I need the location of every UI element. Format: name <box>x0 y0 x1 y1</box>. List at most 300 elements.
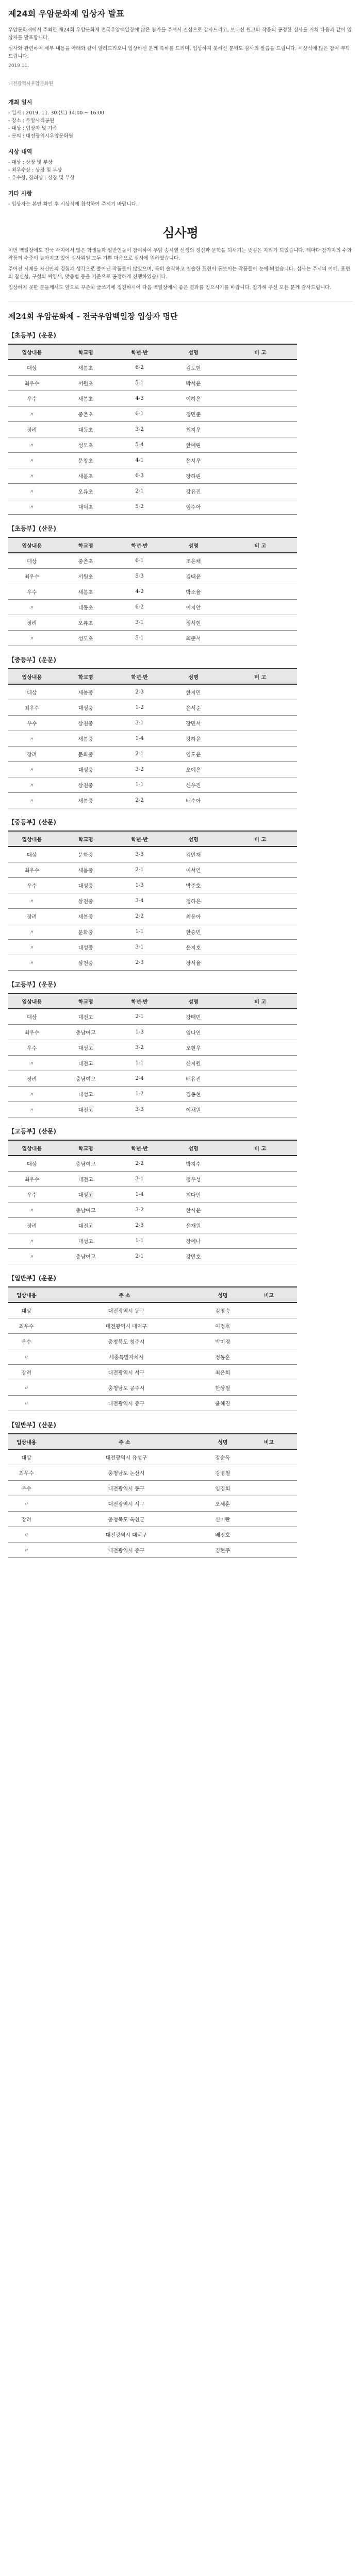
table-row <box>8 391 297 406</box>
winners-table <box>8 344 297 515</box>
table-cell: 우수 <box>8 584 56 600</box>
prizes-list <box>8 159 353 182</box>
table-cell: 대성중 <box>56 762 116 777</box>
table-cell: 김태윤 <box>163 569 223 584</box>
table-cell: 1-1 <box>116 777 163 793</box>
table-cell: 대전고 <box>56 1218 116 1233</box>
column-header: 주 소 <box>44 1434 204 1449</box>
table-cell: 충청북도 옥천군 <box>44 1512 204 1527</box>
table-cell: 문창초 <box>56 453 116 468</box>
table-cell: 2-1 <box>116 1249 163 1264</box>
table-row <box>8 893 297 909</box>
header-row <box>8 1140 297 1156</box>
prizes-heading: 시상 내역 <box>8 148 32 155</box>
table-row <box>8 731 297 747</box>
intro-paragraph-1: 우암문화재에서 주최한 제24회 우암문화제 전국우암백일장에 많은 참가를 주셔서 진심으로 감사드리고, 보내신 원고와 작품의 공정한 심사를 거쳐 다음과 같이 입상자를 발표합니다. <box>8 27 352 41</box>
table-row <box>8 1527 297 1543</box>
table-body <box>8 1156 297 1264</box>
table-row <box>8 1172 297 1187</box>
table-cell: 정민준 <box>163 406 223 422</box>
table-cell: 5-1 <box>116 376 163 391</box>
table-cell: 최우수 <box>8 1318 44 1334</box>
table-cell: 새봄초 <box>56 391 116 406</box>
table-cell <box>241 1481 297 1496</box>
table-cell: 장려 <box>8 909 56 924</box>
table-cell: 박미경 <box>205 1334 241 1349</box>
table-cell: 최우수 <box>8 700 56 716</box>
column-header: 비 고 <box>223 993 297 1009</box>
table-cell: 2-1 <box>116 484 163 499</box>
table-cell: 3-1 <box>116 716 163 731</box>
table-cell: 정서현 <box>163 615 223 631</box>
category-heading: 【고등부】(운문) <box>8 981 56 988</box>
column-header: 성명 <box>163 831 223 846</box>
winners-table <box>8 831 297 971</box>
table-cell: 1-3 <box>116 1025 163 1040</box>
table-cell <box>223 584 297 600</box>
table-cell <box>223 1202 297 1218</box>
table-cell: 〃 <box>8 1396 44 1411</box>
table-cell: 중촌초 <box>56 553 116 569</box>
table-cell <box>241 1349 297 1365</box>
category-heading: 【일반부】(산문) <box>8 1421 56 1429</box>
table-cell: 〃 <box>8 1102 56 1117</box>
table-cell: 대전광역시 동구 <box>44 1481 204 1496</box>
table-cell: 최우수 <box>8 1025 56 1040</box>
table-cell: 5-1 <box>116 631 163 646</box>
table-cell <box>241 1334 297 1349</box>
table-header <box>8 1140 297 1156</box>
review-paragraph-3: 입상하지 못한 분들께서도 앞으로 꾸준히 글쓰기에 정진하시어 다음 백일장에서 좋은 결과를 얻으시기를 바랍니다. 참가해 주신 모든 분께 감사드립니다. <box>8 285 332 291</box>
table-cell: 〃 <box>8 499 56 515</box>
table-cell <box>223 1102 297 1117</box>
table-cell: 윤시우 <box>163 453 223 468</box>
table-cell: 윤혜진 <box>205 1396 241 1411</box>
table-cell: 장서율 <box>163 955 223 971</box>
table-cell: 정동훈 <box>205 1349 241 1365</box>
table-cell: 3-1 <box>116 1172 163 1187</box>
table-cell <box>223 1156 297 1172</box>
table-cell: 〃 <box>8 484 56 499</box>
table-row <box>8 631 297 646</box>
ceremony-item: - 장소 : 우암사적공원 <box>8 118 55 124</box>
table-cell: 충남여고 <box>56 1202 116 1218</box>
table-cell <box>223 1009 297 1025</box>
prize-item: - 최우수상 : 상장 및 부상 <box>8 167 62 173</box>
category-heading: 【중등부】(운문) <box>8 656 56 664</box>
table-cell: 박지수 <box>163 1156 223 1172</box>
table-cell: 장려 <box>8 1365 44 1380</box>
table-row <box>8 1102 297 1117</box>
table-cell: 윤재원 <box>163 1218 223 1233</box>
table-cell: 새봄중 <box>56 793 116 808</box>
table-cell: 대전광역시 서구 <box>44 1365 204 1380</box>
table-cell: 새봄중 <box>56 684 116 700</box>
table-cell <box>223 1172 297 1187</box>
table-cell: 삼천중 <box>56 893 116 909</box>
column-header: 학년·반 <box>116 831 163 846</box>
table-cell <box>223 1249 297 1264</box>
table-body <box>8 1302 297 1411</box>
table-cell: 대상 <box>8 360 56 376</box>
table-cell: 1-1 <box>116 1233 163 1249</box>
table-cell: 장순옥 <box>205 1449 241 1465</box>
column-header: 학년·반 <box>116 344 163 360</box>
table-cell: 3-3 <box>116 1102 163 1117</box>
table-row <box>8 1396 297 1411</box>
table-body <box>8 846 297 971</box>
table-cell: 이서연 <box>163 862 223 878</box>
winners-table <box>8 1433 297 1558</box>
header-row <box>8 993 297 1009</box>
table-cell: 우수 <box>8 1481 44 1496</box>
other-list <box>8 200 353 208</box>
table-row <box>8 1449 297 1465</box>
table-cell: 대덕초 <box>56 499 116 515</box>
table-cell: 3-2 <box>116 762 163 777</box>
table-cell: 우수 <box>8 1187 56 1202</box>
column-header: 성명 <box>163 537 223 553</box>
table-row <box>8 1249 297 1264</box>
table-cell: 충남여고 <box>56 1156 116 1172</box>
table-cell: 최지우 <box>163 422 223 437</box>
table-body <box>8 553 297 646</box>
table-cell: 최우수 <box>8 862 56 878</box>
column-header: 학교명 <box>56 831 116 846</box>
table-cell: 이채원 <box>163 1102 223 1117</box>
table-row <box>8 468 297 484</box>
prize-item: - 우수상, 장려상 : 상장 및 부상 <box>8 175 75 181</box>
table-cell <box>241 1365 297 1380</box>
table-cell: 대전광역시 동구 <box>44 1302 204 1318</box>
table-cell: 대동초 <box>56 600 116 615</box>
table-cell: 새봄초 <box>56 468 116 484</box>
table-cell: 2-1 <box>116 747 163 762</box>
table-cell <box>241 1496 297 1512</box>
table-cell: 최준서 <box>163 631 223 646</box>
table-cell: 대전광역시 대덕구 <box>44 1527 204 1543</box>
table-cell: 1-3 <box>116 878 163 893</box>
table-cell: 임경희 <box>205 1481 241 1496</box>
table-cell: 우수 <box>8 1040 56 1056</box>
column-header: 성명 <box>205 1287 241 1302</box>
table-cell: 〃 <box>8 1202 56 1218</box>
category-heading: 【초등부】(운문) <box>8 332 56 339</box>
table-cell <box>241 1512 297 1527</box>
column-header: 입상내용 <box>8 669 56 684</box>
table-cell: 우수 <box>8 1334 44 1349</box>
prize-item: - 대상 : 상장 및 부상 <box>8 160 53 165</box>
winners-table <box>8 1140 297 1264</box>
table-row <box>8 1349 297 1365</box>
table-cell: 우수 <box>8 391 56 406</box>
table-row <box>8 1465 297 1481</box>
table-row <box>8 862 297 878</box>
column-header: 비 고 <box>223 669 297 684</box>
table-cell: 임나연 <box>163 1025 223 1040</box>
table-cell: 임도윤 <box>163 747 223 762</box>
table-cell: 임수아 <box>163 499 223 515</box>
table-cell: 김현주 <box>205 1543 241 1558</box>
table-cell: 충남여고 <box>56 1071 116 1087</box>
table-cell: 2-2 <box>116 793 163 808</box>
table-cell: 〃 <box>8 1496 44 1512</box>
table-cell: 대성중 <box>56 878 116 893</box>
table-cell: 대성고 <box>56 1087 116 1102</box>
table-cell <box>223 700 297 716</box>
table-row <box>8 777 297 793</box>
table-body <box>8 1009 297 1117</box>
table-cell: 3-4 <box>116 893 163 909</box>
table-cell <box>223 924 297 940</box>
table-cell: 이지안 <box>163 600 223 615</box>
table-cell: 강하윤 <box>163 731 223 747</box>
table-cell: 김영숙 <box>205 1302 241 1318</box>
table-cell: 〃 <box>8 1233 56 1249</box>
table-cell: 장려 <box>8 1512 44 1527</box>
table-row <box>8 1318 297 1334</box>
table-cell: 최다인 <box>163 1187 223 1202</box>
winners-table <box>8 993 297 1117</box>
table-cell: 대성중 <box>56 700 116 716</box>
table-cell: 장려 <box>8 615 56 631</box>
table-cell: 새봄중 <box>56 909 116 924</box>
column-header: 성명 <box>205 1434 241 1449</box>
table-row <box>8 1187 297 1202</box>
table-cell: 〃 <box>8 731 56 747</box>
table-cell: 3-1 <box>116 615 163 631</box>
table-row <box>8 406 297 422</box>
ceremony-item: - 대상 : 입상자 및 가족 <box>8 126 58 131</box>
column-header: 학교명 <box>56 537 116 553</box>
column-header: 입상내용 <box>8 1434 44 1449</box>
table-cell <box>223 1233 297 1249</box>
table-cell: 대성고 <box>56 1233 116 1249</box>
table-header <box>8 993 297 1009</box>
table-row <box>8 878 297 893</box>
table-cell: 윤서준 <box>163 700 223 716</box>
winners-list-title: 제24회 우암문화제 - 전국우암백일장 입상자 명단 <box>8 312 178 321</box>
table-cell: 〃 <box>8 1349 44 1365</box>
ceremony-list <box>8 109 353 140</box>
table-cell: 대성고 <box>56 1040 116 1056</box>
table-cell: 세종특별자치시 <box>44 1349 204 1365</box>
table-cell <box>223 376 297 391</box>
ceremony-item: - 문의 : 대전광역시우암문화원 <box>8 133 73 139</box>
table-cell: 6-2 <box>116 360 163 376</box>
table-cell: 충청남도 공주시 <box>44 1380 204 1396</box>
page-title: 제24회 우암문화제 입상자 발표 <box>8 9 124 19</box>
table-cell: 성모초 <box>56 437 116 453</box>
table-cell: 장하린 <box>163 468 223 484</box>
table-header <box>8 831 297 846</box>
table-cell: 3-2 <box>116 1040 163 1056</box>
table-cell <box>223 437 297 453</box>
table-cell <box>223 1040 297 1056</box>
table-header <box>8 1287 297 1302</box>
table-cell: 삼천중 <box>56 777 116 793</box>
table-row <box>8 793 297 808</box>
table-cell: 대상 <box>8 846 56 862</box>
table-row <box>8 422 297 437</box>
table-row <box>8 747 297 762</box>
table-body <box>8 360 297 515</box>
table-cell: 4-2 <box>116 584 163 600</box>
table-cell: 최우수 <box>8 1465 44 1481</box>
column-header: 학교명 <box>56 344 116 360</box>
header-row <box>8 537 297 553</box>
table-cell: 충청남도 논산시 <box>44 1465 204 1481</box>
table-row <box>8 584 297 600</box>
table-cell: 대전광역시 서구 <box>44 1496 204 1512</box>
table-cell: 오세훈 <box>205 1496 241 1512</box>
table-cell <box>223 553 297 569</box>
table-cell: 우수 <box>8 716 56 731</box>
table-cell: 삼천중 <box>56 955 116 971</box>
table-row <box>8 569 297 584</box>
table-row <box>8 940 297 955</box>
column-header: 비 고 <box>223 831 297 846</box>
table-header <box>8 344 297 360</box>
table-cell: 한지민 <box>163 684 223 700</box>
table-cell: 새봄중 <box>56 731 116 747</box>
column-header: 입상내용 <box>8 831 56 846</box>
table-cell: 오예은 <box>163 762 223 777</box>
table-cell: 대상 <box>8 553 56 569</box>
table-cell: 장예나 <box>163 1233 223 1249</box>
table-cell: 장민서 <box>163 716 223 731</box>
table-cell: 대성고 <box>56 1187 116 1202</box>
table-cell <box>223 406 297 422</box>
table-header <box>8 1434 297 1449</box>
table-header <box>8 537 297 553</box>
winners-table <box>8 668 297 808</box>
table-row <box>8 1009 297 1025</box>
table-cell: 1-2 <box>116 700 163 716</box>
table-cell: 우수 <box>8 878 56 893</box>
table-cell: 강태민 <box>163 1009 223 1025</box>
table-cell: 신지원 <box>163 1056 223 1071</box>
table-cell: 오현우 <box>163 1040 223 1056</box>
table-cell <box>223 1071 297 1087</box>
table-cell: 정우성 <box>163 1172 223 1187</box>
table-cell <box>223 793 297 808</box>
table-cell: 새봄초 <box>56 360 116 376</box>
table-cell: 배유진 <box>163 1071 223 1087</box>
table-cell: 장려 <box>8 1218 56 1233</box>
table-cell: 1-2 <box>116 1087 163 1102</box>
table-row <box>8 1233 297 1249</box>
table-row <box>8 1302 297 1318</box>
table-row <box>8 1496 297 1512</box>
table-row <box>8 1025 297 1040</box>
table-cell: 대전광역시 중구 <box>44 1396 204 1411</box>
table-cell <box>223 484 297 499</box>
table-cell <box>223 391 297 406</box>
column-header: 학년·반 <box>116 537 163 553</box>
table-cell: 〃 <box>8 1087 56 1102</box>
table-cell: 최우수 <box>8 376 56 391</box>
column-header: 비 고 <box>223 537 297 553</box>
table-cell: 〃 <box>8 777 56 793</box>
table-cell: 1-1 <box>116 1056 163 1071</box>
table-cell: 4-1 <box>116 453 163 468</box>
table-cell: 김도현 <box>163 360 223 376</box>
table-cell: 〃 <box>8 1543 44 1558</box>
table-row <box>8 360 297 376</box>
table-cell: 장려 <box>8 747 56 762</box>
table-cell: 조은채 <box>163 553 223 569</box>
winners-table <box>8 1286 297 1411</box>
column-header: 성명 <box>163 993 223 1009</box>
table-cell: 김민재 <box>163 846 223 862</box>
table-cell: 서원초 <box>56 569 116 584</box>
table-row <box>8 1202 297 1218</box>
table-cell: 〃 <box>8 468 56 484</box>
table-cell: 대상 <box>8 1449 44 1465</box>
table-row <box>8 376 297 391</box>
table-cell: 한예린 <box>163 437 223 453</box>
table-cell: 〃 <box>8 955 56 971</box>
table-row <box>8 684 297 700</box>
table-cell: 2-3 <box>116 1218 163 1233</box>
other-heading: 기타 사항 <box>8 190 32 197</box>
table-cell: 2-3 <box>116 955 163 971</box>
table-cell: 이정호 <box>205 1318 241 1334</box>
table-cell <box>223 762 297 777</box>
table-cell: 5-2 <box>116 499 163 515</box>
table-cell: 5-4 <box>116 437 163 453</box>
table-row <box>8 615 297 631</box>
table-cell: 6-3 <box>116 468 163 484</box>
column-header: 비 고 <box>223 1140 297 1156</box>
table-cell: 충청북도 청주시 <box>44 1334 204 1349</box>
table-cell: 대전고 <box>56 1009 116 1025</box>
table-cell <box>223 1056 297 1071</box>
table-cell: 박소율 <box>163 584 223 600</box>
table-cell: 대전광역시 대덕구 <box>44 1318 204 1334</box>
table-cell <box>241 1449 297 1465</box>
table-cell <box>223 684 297 700</box>
table-cell: 강유진 <box>163 484 223 499</box>
table-cell: 대성중 <box>56 940 116 955</box>
table-row <box>8 499 297 515</box>
table-cell <box>223 600 297 615</box>
table-row <box>8 1056 297 1071</box>
table-cell: 대전광역시 중구 <box>44 1543 204 1558</box>
table-row <box>8 846 297 862</box>
table-cell: 장려 <box>8 1071 56 1087</box>
table-row <box>8 600 297 615</box>
table-row <box>8 1512 297 1527</box>
table-cell: 〃 <box>8 437 56 453</box>
table-row <box>8 924 297 940</box>
column-header: 입상내용 <box>8 537 56 553</box>
table-row <box>8 1365 297 1380</box>
table-cell <box>223 453 297 468</box>
review-title: 심사평 <box>162 225 199 240</box>
column-header: 학교명 <box>56 993 116 1009</box>
table-cell <box>223 1087 297 1102</box>
table-row <box>8 716 297 731</box>
table-cell <box>223 468 297 484</box>
table-cell: 대전광역시 유성구 <box>44 1449 204 1465</box>
table-cell <box>223 716 297 731</box>
table-cell <box>223 731 297 747</box>
table-body <box>8 684 297 808</box>
table-cell <box>223 893 297 909</box>
table-cell <box>223 909 297 924</box>
